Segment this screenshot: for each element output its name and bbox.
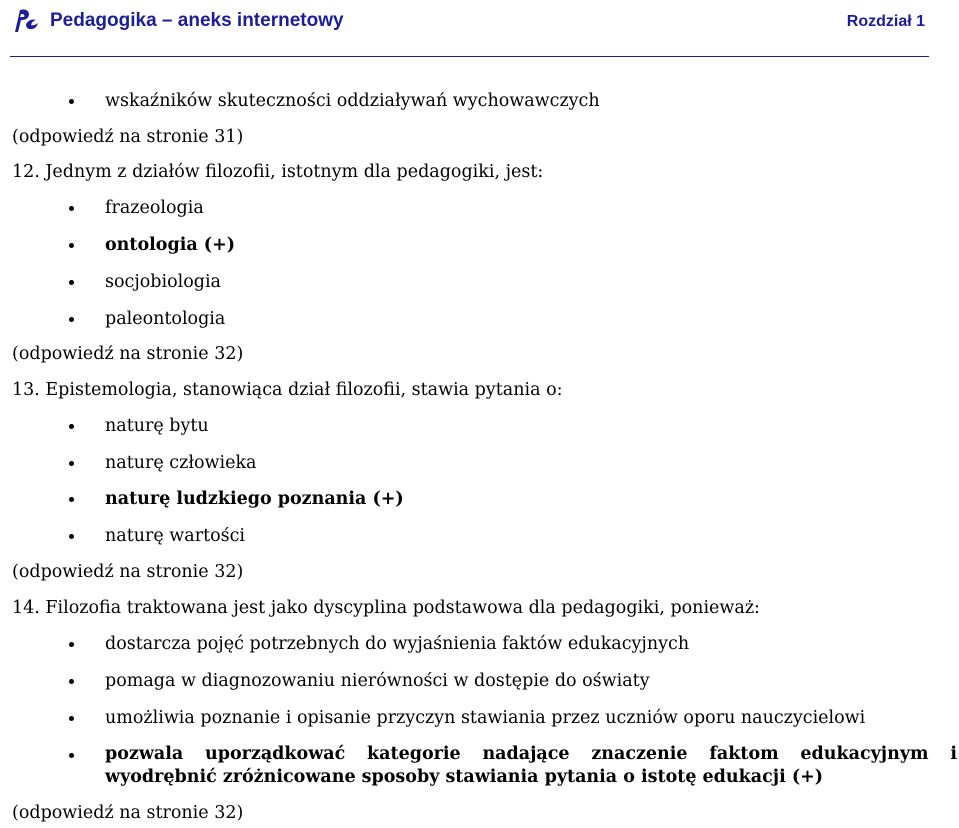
bullet-icon [69,243,74,248]
answer-reference: (odpowiedź na stronie 32) [12,803,244,823]
bullet-icon [69,679,74,684]
bullet-icon [69,753,74,758]
question-12: 12. Jednym z działów filozofii, istotnym dla pedagogiki, jest: [12,162,544,182]
list-item-correct-text: pozwala uporządkować kategorie nadające znaczenie faktom edukacyjnym i wyodrębnić zróżnicowane sposoby stawiania pytania o istotę edukacji (+) [105,744,957,787]
bullet-icon [69,99,74,104]
bullet-icon [69,642,74,647]
bullet-icon [69,206,74,211]
question-14: 14. Filozofia traktowana jest jako dyscyplina podstawowa dla pedagogiki, ponieważ: [12,598,760,618]
bullet-icon [69,280,74,285]
bullet-icon [69,424,74,429]
bullet-icon [69,461,74,466]
bullet-icon [69,716,74,721]
answer-reference: (odpowiedź na stronie 31) [12,127,244,147]
question-13: 13. Epistemologia, stanowiąca dział filozofii, stawia pytania o: [12,380,563,400]
answer-reference: (odpowiedź na stronie 32) [12,344,244,364]
chapter-label: Rozdział 1 [846,13,925,30]
bullet-icon [69,534,74,539]
page-header [10,4,929,57]
publisher-logo-icon [12,6,40,36]
document-title: Pedagogika – aneks internetowy [50,10,344,31]
bullet-icon [69,317,74,322]
answer-reference: (odpowiedź na stronie 32) [12,562,244,582]
bullet-icon [69,497,74,502]
